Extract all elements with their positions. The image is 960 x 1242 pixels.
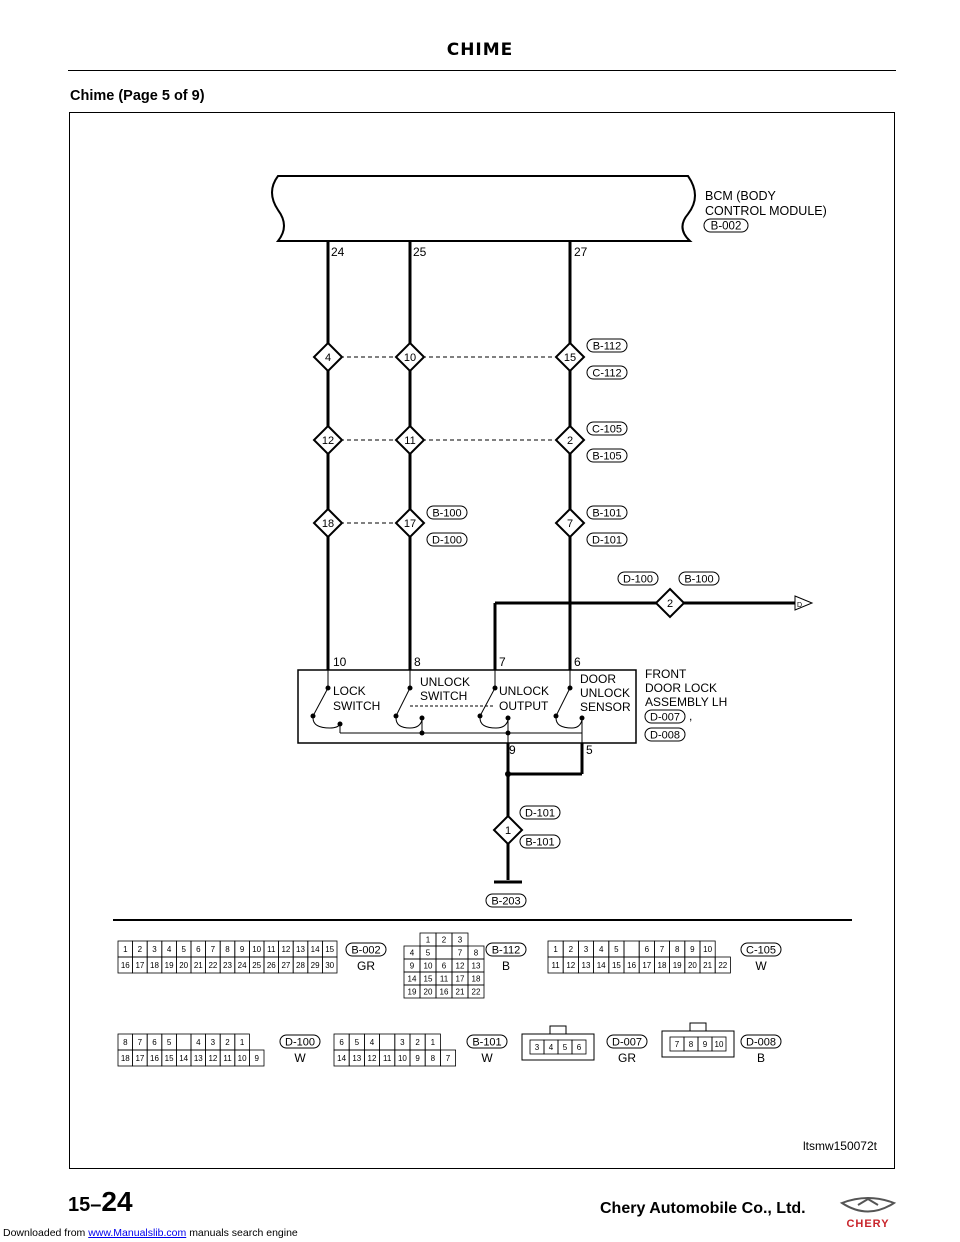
view-id: B-002 [351,944,381,957]
page-header-title: CHIME [446,40,514,60]
page-number-prefix: 15– [68,1194,102,1216]
inline-pin: 2 [666,598,674,610]
connector-pin-number: 16 [627,961,637,970]
connector-view-b-112 [404,933,484,998]
view-color: GR [618,1051,636,1065]
page-subtitle: Chime (Page 5 of 9) [70,88,205,104]
figure-id: ltsmw150072t [802,1139,877,1153]
connector-pin-number: 2 [415,1038,420,1047]
connector-pin-number: 7 [457,948,463,958]
assembly-pin: 10 [333,655,347,669]
connector-pin-number: 5 [166,1038,172,1047]
connector-pin-number: 21 [703,961,713,970]
connector-view-d-100 [118,1034,264,1066]
connector-view-c-105 [548,941,730,973]
connector-pin-number: 17 [455,974,465,984]
connector-label: B-100 [432,507,462,520]
switch-label: OUTPUT [499,699,549,713]
connector-pin-number: 20 [687,961,697,970]
connector-label: B-100 [684,573,714,586]
connector-pin-number: 4 [196,1038,201,1047]
inline-pin: 17 [403,518,417,530]
inline-pin: 2 [566,435,574,447]
inline-pin: 1 [504,825,512,837]
connector-pin-number: 9 [239,945,245,954]
connector-pin-number: 22 [718,961,728,970]
view-color: W [294,1051,306,1065]
connector-pin-number: 14 [337,1054,347,1063]
connector-pin-number: 15 [164,1054,174,1063]
chery-logo [842,1198,894,1230]
connector-pin-number: 13 [193,1054,203,1063]
connector-pin-number: 12 [566,961,576,970]
connector-pin-number: 7 [445,1054,451,1063]
ground-label: B-203 [491,895,521,908]
connector-label: D-008 [650,729,680,742]
connector-pin-number: 7 [674,1040,680,1049]
connector-pin-number: 3 [400,1038,405,1047]
connector-pin-number: 29 [310,961,320,970]
connector-pin-number: 1 [239,1038,245,1047]
connector-label: D-101 [525,807,555,820]
connector-separator: , [689,709,693,723]
connector-pin-number: 2 [568,945,574,954]
bcm-pin-27: 27 [574,245,588,259]
page-number-value: 24 [101,1186,133,1217]
connector-pin-number: 9 [415,1054,420,1063]
connector-pin-number: 11 [383,1054,392,1063]
connector-pin-number: 10 [252,945,262,954]
connector-pin-number: 5 [562,1043,568,1052]
connector-pin-number: 21 [193,961,203,970]
connector-label: D-007 [650,711,680,724]
connector-pin-number: 11 [267,945,276,954]
connector-label: B-112 [592,340,622,353]
branch-connector [618,572,719,617]
connector-pin-number: 21 [455,987,465,997]
connector-pin-number: 10 [423,961,433,971]
connector-pin-number: 24 [237,961,247,970]
switch-label: SWITCH [420,689,468,703]
download-prefix: Downloaded from [3,1227,86,1239]
manualslib-link[interactable]: www.Manualslib.com [88,1227,187,1239]
connector-pin-number: 18 [120,1054,130,1063]
connector-pin-number: 10 [397,1054,407,1063]
inline-pin: 18 [321,518,335,530]
connector-pin-number: 4 [598,945,604,954]
connector-pin-number: 8 [674,945,680,954]
assembly-pin: 8 [414,655,421,669]
view-id: D-008 [746,1036,776,1049]
connector-label: D-100 [623,573,653,586]
inline-pin: 15 [563,352,577,364]
connector-pin-number: 15 [423,974,433,984]
connector-pin-number: 16 [439,987,449,997]
connector-pin-number: 7 [137,1038,143,1047]
connector-pin-number: 16 [150,1054,159,1063]
view-color: GR [357,959,375,973]
connector-pin-number: 28 [296,961,305,970]
connector-pin-number: 2 [137,945,143,954]
connector-pin-number: 6 [441,961,447,971]
connector-pin-number: 13 [352,1054,362,1063]
connector-pin-number: 6 [196,945,201,954]
connector-pin-cell [176,1034,191,1050]
connector-pin-cell [380,1034,395,1050]
connector-pin-number: 10 [237,1054,247,1063]
switch-label: UNLOCK [499,684,550,698]
connector-pin-number: 8 [473,948,479,958]
connector-pin-number: 13 [296,945,305,954]
connector-pin-number: 1 [430,1038,436,1047]
connector-pin-number: 12 [367,1054,377,1063]
connector-pin-cell [624,941,639,957]
connector-pin-number: 17 [135,1054,145,1063]
connector-pin-number: 5 [425,948,431,958]
connector-view-d-008 [662,1023,734,1057]
connector-pin-number: 12 [281,945,291,954]
view-id: C-105 [746,944,776,957]
connector-label: B-101 [525,836,555,849]
inline-connector-row-3 [314,506,627,547]
connector-label: C-112 [592,367,622,380]
connector-label: B-101 [592,507,622,520]
view-color: B [501,959,511,973]
bcm-connector-label: B-002 [710,220,742,233]
bcm-pin-24: 24 [331,245,345,259]
switch-label: LOCK [333,684,366,698]
switch-label: SENSOR [580,700,631,714]
connector-pin-number: 3 [457,935,463,945]
connector-pin-number: 4 [409,948,415,958]
connector-pin-number: 17 [135,961,145,970]
assembly-pin: 9 [509,743,516,757]
company-name: Chery Automobile Co., Ltd. [600,1200,806,1217]
assembly-label: FRONT [645,667,687,681]
connector-pin-number: 13 [581,961,591,970]
assembly-label: ASSEMBLY LH [645,695,728,709]
connector-pin-number: 15 [611,961,621,970]
view-color: W [481,1051,493,1065]
connector-pin-number: 9 [254,1054,259,1063]
front-door-lock-assembly [298,655,727,757]
connector-pin-number: 6 [339,1038,344,1047]
connector-pin-number: 2 [441,935,447,945]
connector-pin-number: 7 [210,945,216,954]
connector-label: C-105 [592,423,622,436]
view-id: B-112 [491,944,521,957]
assembly-pin: 6 [574,655,581,669]
view-color: B [756,1051,766,1065]
connector-pin-number: 14 [179,1054,189,1063]
connector-pin-number: 26 [266,961,276,970]
connector-pin-number: 27 [281,961,291,970]
inline-connector-row-2 [314,422,627,463]
view-id: D-007 [612,1036,642,1049]
connector-view-b-002 [118,941,337,973]
inline-connector-row-1 [314,339,627,380]
connector-view-b-101 [334,1034,456,1066]
connector-label: B-105 [592,450,622,463]
connector-pin-number: 1 [425,935,431,945]
inline-pin: 4 [324,352,332,364]
connector-pin-number: 6 [644,945,650,954]
inline-pin: 11 [404,435,416,447]
connector-pin-number: 1 [123,945,128,954]
connector-pin-number: 30 [325,961,335,970]
connector-pin-number: 19 [164,961,174,970]
connector-pin-number: 5 [354,1038,360,1047]
connector-pin-number: 14 [596,961,606,970]
download-suffix: manuals search engine [189,1227,298,1239]
connector-pin-number: 5 [614,945,619,954]
bcm-label-line1: BCM (BODY [705,189,776,203]
connector-pin-number: 18 [471,974,481,984]
connector-pin-number: 8 [123,1038,128,1047]
connector-pin-number: 18 [657,961,667,970]
wires [328,241,795,882]
connector-pin-number: 4 [548,1043,554,1052]
connector-pin-number: 8 [430,1054,436,1063]
inline-pin: 12 [321,435,335,447]
connector-pin-number: 11 [223,1054,232,1063]
assembly-pin: 7 [499,655,506,669]
connector-pin-number: 3 [583,945,589,954]
connector-pin-number: 9 [702,1040,708,1049]
connector-pin-number: 2 [225,1038,230,1047]
connector-pin-number: 9 [409,961,415,971]
connector-pin-number: 17 [642,961,652,970]
connector-pin-number: 4 [166,945,172,954]
connector-pin-number: 11 [439,974,449,984]
connector-pin-number: 20 [423,987,433,997]
view-id: B-101 [472,1036,502,1049]
connector-pin-number: 23 [223,961,232,970]
connector-pin-cell [436,946,452,959]
assembly-pin: 5 [586,743,593,757]
bcm-module [272,176,827,259]
connector-pin-number: 7 [659,945,665,954]
connector-pin-number: 9 [690,945,695,954]
connector-pin-number: 10 [703,945,713,954]
switch-label: DOOR [580,672,616,686]
connector-pin-number: 1 [553,945,558,954]
connector-pin-number: 6 [576,1043,582,1052]
bcm-pin-25: 25 [413,245,427,259]
connector-pin-number: 10 [714,1040,724,1049]
view-color: W [755,959,767,973]
connector-pin-number: 22 [471,987,481,997]
connector-pin-number: 12 [455,961,465,971]
connector-pin-number: 22 [208,961,218,970]
connector-pin-number: 4 [369,1038,375,1047]
connector-pin-number: 8 [688,1040,694,1049]
connector-pin-number: 20 [179,961,189,970]
download-line [3,1227,298,1239]
inline-pin: 10 [403,352,417,364]
switch-label: UNLOCK [420,675,471,689]
switch-label: SWITCH [333,699,381,713]
switch-label: UNLOCK [580,686,631,700]
connector-pin-number: 6 [152,1038,157,1047]
view-id: D-100 [285,1036,315,1049]
connector-pin-number: 15 [325,945,335,954]
page-number [68,1186,133,1218]
connector-label: D-100 [432,534,462,547]
chery-logo-text: CHERY [846,1218,890,1230]
ground-inline-connector [486,806,560,908]
connector-pin-number: 19 [672,961,682,970]
connector-pin-number: 25 [252,961,262,970]
bcm-label-line2: CONTROL MODULE) [705,204,827,218]
connector-pin-number: 16 [120,961,130,970]
connector-pin-number: 5 [181,945,186,954]
branch-arrow-label: D [797,602,803,609]
assembly-label: DOOR LOCK [645,681,718,695]
connector-label: D-101 [592,534,622,547]
connector-pin-number: 18 [150,961,159,970]
connector-pin-number: 14 [310,945,320,954]
connector-pin-number: 14 [407,974,417,984]
connector-pin-number: 8 [225,945,230,954]
inline-pin: 7 [566,518,574,530]
connector-pin-number: 19 [407,987,417,997]
connector-pin-number: 13 [471,961,481,971]
connector-pin-number: 3 [534,1043,540,1052]
connector-pin-number: 3 [210,1038,216,1047]
connector-pin-number: 11 [551,961,560,970]
connector-view-d-007 [522,1026,594,1060]
connector-pin-number: 12 [208,1054,218,1063]
connector-pin-number: 3 [152,945,157,954]
